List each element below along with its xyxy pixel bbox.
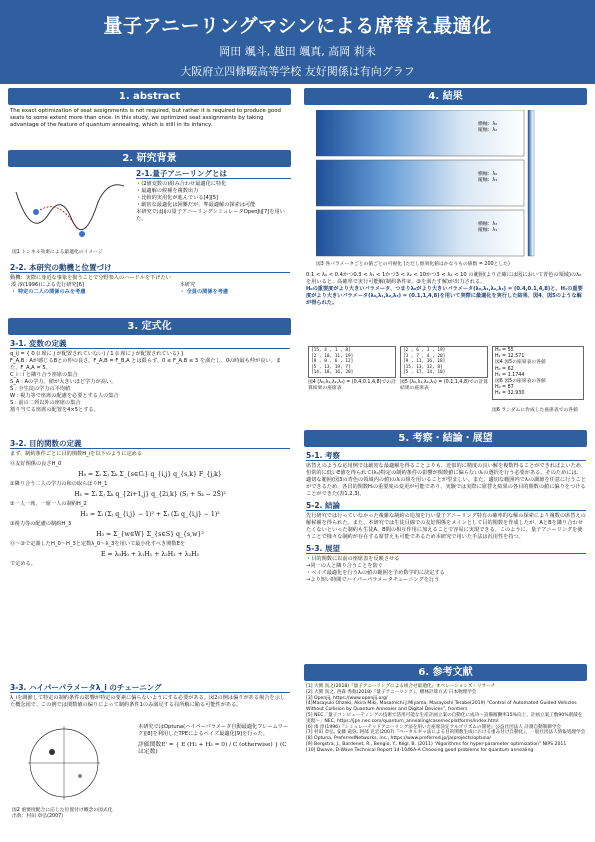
- matrix2-caption: 図5 (λ₀,λ₁,λ₂,λ₃) = (0.1,1,4,8)での計算結果の座席表: [400, 380, 489, 392]
- def-w: W : 視力等で座席の配慮を必要とする人の集合: [10, 393, 119, 399]
- objective-section: [10, 440, 290, 568]
- reference-9: [9] Bergstra, J., Bardenet, R., Bengio, Y., Kégl, B. (2011) “Algorithms for hyper-parameter optimization” NIPS 2011: [306, 741, 567, 747]
- fig1-caption: 図1 トンネル効果による最適化のイメージ: [12, 250, 103, 255]
- discussion-heading: 5. 考察・結論・展望: [304, 430, 587, 447]
- weighting-concept-figure: [14, 718, 114, 808]
- seat-matrix-1: [15, 4 , 1 , 8] [2 , 10, 11, 19] [9 , 8 , 6 , 12] [5 , 13, 19, 7] [14, 18, 16, 20]: [308, 346, 396, 378]
- combine-text: ⓪〜③で定義したH_0〜H_3と定数λ_0〜λ_3を用いて最小化すべき関数Eを: [10, 541, 186, 547]
- background-sub1: [136, 170, 291, 223]
- references-heading: 6. 参考文献: [304, 664, 587, 681]
- motivation-text: 動機：実際に身近な事象を扱うことで分野参入のハードルを下げたい: [10, 275, 171, 281]
- poster-title: 量子アニーリングマシンによる席替え最適化: [103, 15, 492, 37]
- h1-equation: H₁ = Σᵢ Σⱼ Σₖ q_{2i+1,j} q_{2i,k} (Sⱼ + Sₖ − 2S̄)²: [74, 491, 226, 498]
- poster-authors: 岡田 颯斗, 越田 颯真, 高岡 莉未: [219, 45, 376, 58]
- heatmap3-legend: 横軸：λ₂ 縦軸：λ₃: [478, 222, 498, 234]
- qa-bullet-2: ・最適解の候補を複数出力: [136, 188, 199, 194]
- openjij-note: 本研究ではJijの量子アニーリングシミュレータOpenJij[7]を用いた。: [136, 209, 285, 222]
- abstract-text: The exact optimization of seat assignments is not required, but rather it is required to produce good seats to some extent more than once. In this study, we optimized seat assignments by taking advantage of the feature of quantum annealing, which is still in its infancy.: [10, 108, 281, 129]
- def-c: C_i : i と隣り合う座席の集合: [10, 372, 78, 378]
- qa-bullet-3: ・比較的実用化が進んでいる[4][5]: [136, 195, 219, 201]
- e-equation: E = λ₀H₀ + λ₁H₁ + λ₂H₂ + λ₃H₃: [100, 551, 200, 558]
- fig2-caption: 図2 重要度配合に応じた位置付け概念の図式化 出典：村田 章弘(2007): [12, 808, 113, 820]
- prior-vs-this-table: [10, 282, 290, 296]
- h-row-5: H₁ = 1.1744: [495, 372, 525, 378]
- h0-label: ⓪友好関係の良さH_0: [10, 461, 62, 467]
- reference-3: [3] Openjij, https://www.openjij.org/: [306, 695, 388, 701]
- reference-7: [7] 村田 章弘, 安藤 竜弥, 阿部 克宏(2007)『ベータルギャ法による目的関数生成における重み付け自動化』、一般社団法人情報処理学会: [306, 730, 586, 736]
- sub-heading-3-1: 3-1. 変数の定義: [10, 340, 290, 349]
- outlook-2: →同一の人と隣り合うことを防ぐ: [306, 563, 383, 569]
- parameter-heatmaps: [316, 110, 542, 260]
- qa-bullet-1: ・(2値変数の)組み合わせ最適化に特化: [136, 181, 227, 187]
- results-text-1: 0.1 < λ₀ < 0.4かつ0.3 < λ₁ < 1かつ3 < λ₂ < 10かつ3 < λ₃ < 10 の範囲(より正確には図において青色の領域)のλ₀を用いると、高確率で実行可能解(制約条件②、③を満たす解)が出力される。: [306, 272, 582, 285]
- sub-heading-2-2: 2-2. 本研究の動機と位置づけ: [10, 264, 290, 273]
- prior-study: 湊 淳(1996)による先行研究[6]: [11, 282, 84, 288]
- h-row-1: H₀ = 55: [495, 348, 514, 353]
- reference-5: [5] NEC「量子コンピューティングの技術で活用可能な生産計画立案の自動化に成功～設備稼働率15%向上、計画立案工数90%削減を実現～」NEC, https://jpn.nec.com/quantum_annealing/case/necplatforms/index.html: [306, 712, 583, 724]
- optuna-text: 本研究ではOptuna(ハイパーパラメータ自動最適化フレームワーク)[8]を利用したTPEによるベイズ最適化[9]を行った。: [138, 724, 289, 737]
- outlook-4: →より短い時間でハイパーパラメータチューニングを行う: [306, 577, 440, 583]
- reference-6: [6] 湊 淳(1996)『シミュレーテッドアニーリング法を用いた座席決定アルゴリズムの開発』公益社団法人 計測自動制御学会: [306, 724, 562, 730]
- qa-bullet-4: ・厳密な最適化は困難だが、準最適解の探索は可能: [136, 202, 256, 208]
- poster-affiliation: 大阪府立四條畷高等学校 友好関係は有向グラフ: [180, 65, 415, 78]
- e-tail: で定める。: [10, 561, 36, 567]
- seat-matrix-2: [2 , 6 , 1 , 19] [3 , 7 , 4 , 20] [9 , 11, 16, 18] [15, 13, 12, 8] [5 , 17, 14, 10]: [400, 346, 488, 378]
- fig3-caption: 図3 各パラメータごとの値ごとの可視化 (ただし無効化値はかなりもの値数 = 200とした): [316, 262, 510, 267]
- matrix1-caption: 図4 (λ₀,λ₁,λ₂,λ₃) = (0.4,0.1,4,8)での計算結果の座席表: [308, 380, 396, 392]
- h3-label: ③視力等の配慮の制約H_3: [10, 521, 72, 527]
- colorbar: [528, 110, 534, 256]
- this-point: ・ 全員の関係を考慮: [179, 289, 229, 295]
- h3-equation: H₃ = Σ_{w∈W} Σ_{s∈S} q_{s,w}²: [96, 531, 204, 538]
- eval-cases: { E (H₂ + H₃ = 0) / C (otherwise) }: [175, 742, 279, 748]
- outlook-1: ・目的関数に以前の座席表を反映させる: [306, 556, 400, 562]
- optuna-block: [138, 724, 290, 756]
- tunnel-effect-figure: [12, 172, 128, 250]
- objective-intro: まず、制約条件ごとに目的関数H_iを以下のように定める: [10, 451, 143, 457]
- results-heading: 4. 結果: [304, 88, 587, 105]
- outlook-3: ・ベイズ最適化を行うλᵢの値の範囲を予め数学的に決定する: [306, 570, 445, 576]
- h-row-3: 図4 図5の座席表の各値: [495, 360, 546, 366]
- h-row-4: H₀ = 62: [495, 366, 514, 372]
- abstract-heading: 1. abstract: [8, 88, 291, 105]
- references-list: [306, 684, 586, 754]
- results-text: [306, 272, 586, 307]
- eval-label: 評価関数E' =: [138, 742, 174, 748]
- sub-heading-3-2: 3-2. 目的関数の定義: [10, 440, 290, 449]
- h-row-7: H₀ = 87: [495, 385, 514, 391]
- results-text-2: H₀の重要度がより大きいパラメータ、つまりλ₀がより大きいパラメータ(λ₀,λ₁,λ₂,λ₃) = (0.4,0.1,4,8)と、H₁の重要度がより大きいパラメータ(λ₀,λ₁,λ₂,λ₃) = (0.1,1,4,8)を用いて実際に最適化を実行した結果、図4、図5のような解が得られた。: [306, 286, 583, 306]
- random-caption: 図6 ランダムに作成した座席表での各値: [492, 408, 578, 413]
- def-sset: S : 前の二列以外の座席の集合: [10, 400, 81, 406]
- seat-note: 割り当てる座席の配置を4×5とする。: [10, 407, 99, 413]
- prior-point: ・ 特定の二人の関係のみを考慮: [11, 289, 86, 295]
- reference-10: [10] Dwave, D-Wave Technical Report 14-1046A-A Choosing good problems for quantum annealing: [306, 747, 534, 753]
- sub-heading-5-2: 5-2. 結論: [306, 502, 586, 511]
- reference-4: [4]Masayuki Ohzeki, Akira Miki, Masamichi J.Miyama, Masayoshi Terabe(2019) “Control of Automated Guided Vehicles Without Collision by Quantum Annealer and Digital Devices”, frontiers: [306, 701, 577, 713]
- h-row-8: H₁ = 32.930: [495, 391, 525, 397]
- h-row-2: H₁ = 12.571: [495, 354, 525, 360]
- eval-note: (Cは定数): [138, 742, 287, 755]
- reference-1: [1] 大関 真之(2018)『量子アニーリングによる組合せ最適化』オペレーションズ・リサーチ: [306, 684, 496, 689]
- h2-label: ②一人一席、一席一人の制約H_2: [10, 501, 87, 507]
- heatmap2-legend: 横軸：λ₀ 縦軸：λ₃: [478, 172, 498, 184]
- poster-header: [0, 0, 595, 84]
- sub-heading-5-3: 5-3. 展望: [306, 545, 586, 554]
- h1-label: ①隣り合う二人の学力の和の取らばりH_1: [10, 481, 108, 487]
- def-s: S_A : Aの学力。値が大きいほど学力が高い。: [10, 379, 117, 385]
- h-row-6: 図6 図5の座席表の各値: [495, 379, 546, 385]
- variables-section: [10, 340, 290, 414]
- sub-heading-3-3: 3-3. ハイパーパラメータλ_i のチューニング: [10, 684, 290, 693]
- conclusion-text: 先行研究では行っていなかった複雑な制約の追加を行い量子アニーリング特有の確率的な解の探索により複数の席替えの解候補を得られた。また、本研究では生徒目線での友好関係をメインとして目的関数を作成したが、AとBを隣り合わせたくないといった制約も生徒A、B間の相互作用に加えることで容易に実現できる。このように、量子アニーリングを使うことで様々な制約が存在する席替えも可能であるため本研究で用いた手法は汎用性を持つ。: [306, 513, 586, 540]
- discussion-section: [306, 452, 586, 584]
- heatmap1-legend: 横軸：λ₀ 縦軸：λ₂: [478, 122, 498, 134]
- def-f: F_A,B : Aが感じるBとの仲の良さ。F_A,B = F_B,A とは限らず、0 ≤ F_A,B ≤ 3 を満たし、0の時最も仲が良い。また、F_A,A = 5。: [10, 358, 281, 371]
- formulation-heading: 3. 定式化: [8, 318, 291, 335]
- tuning-text: λ_iを調節して特定の制約条件の影響が特定の要素に偏らないようにする必要がある。図2の例は偏りがある場合を示した概念図で、この例では関数値の偏りによって制約条件1のみ満足する局所解に陥る可能性がある。: [10, 695, 285, 708]
- h0-equation: H₀ = Σᵢ Σⱼ Σₖ Σ_{s∈Cᵢ} q_{i,j} q_{s,k} F_{j,k}: [78, 471, 222, 478]
- sub-heading-2-1: 2-1.量子アニーリングとは: [136, 170, 291, 179]
- discussion-text: 席替えのような応用例では厳密な最適解を得ることよりも、近似的に精度の良い解を複数得ることができればよいため、恒常的に低いE値を得られて(λ₀)特定の制約条件の影響が関数値に偏らないλᵢの選択を行う必要がある。そのためには、適切な範囲(図3の青色の領域内の値)のλᵢの組を用いることが望ましい。また、適切な範囲内でλᵢの調節を任意に行うことができるため、各目的関数Hᵢの重要度の変更が可能であり、実験では実際に席替え結果の各目的関数の値に偏りをつけることができた(表1,2,3)。: [306, 463, 586, 497]
- def-q: q_ij = { 0 (i 席に j が配置されていない) / 1 (i 席に j が配置されている) }: [10, 351, 184, 357]
- eval-function: [138, 742, 290, 756]
- this-study: 本研究: [179, 282, 196, 288]
- h2-equation: H₂ = Σᵢ (Σⱼ q_{i,j} − 1)² + Σⱼ (Σᵢ q_{i,j} − 1)²: [80, 511, 220, 518]
- sub-heading-5-1: 5-1. 考察: [306, 452, 586, 461]
- reference-8: [8] Optuna, PreferredNetworks, inc., https://www.preferred.jp/ja/projects/optuna/: [306, 736, 492, 742]
- background-heading: 2. 研究背景: [8, 150, 291, 167]
- def-sbar: S̄ : 全生徒の学力の平均値: [10, 386, 71, 392]
- reference-2: [2] 大関 真之, 西森 秀稔(2018)『量子アニーリング』、横林計算方式 日本物理学会: [306, 689, 477, 695]
- background-sub2: [10, 264, 290, 296]
- tuning-section: [10, 684, 290, 709]
- h-values-table: [492, 346, 584, 400]
